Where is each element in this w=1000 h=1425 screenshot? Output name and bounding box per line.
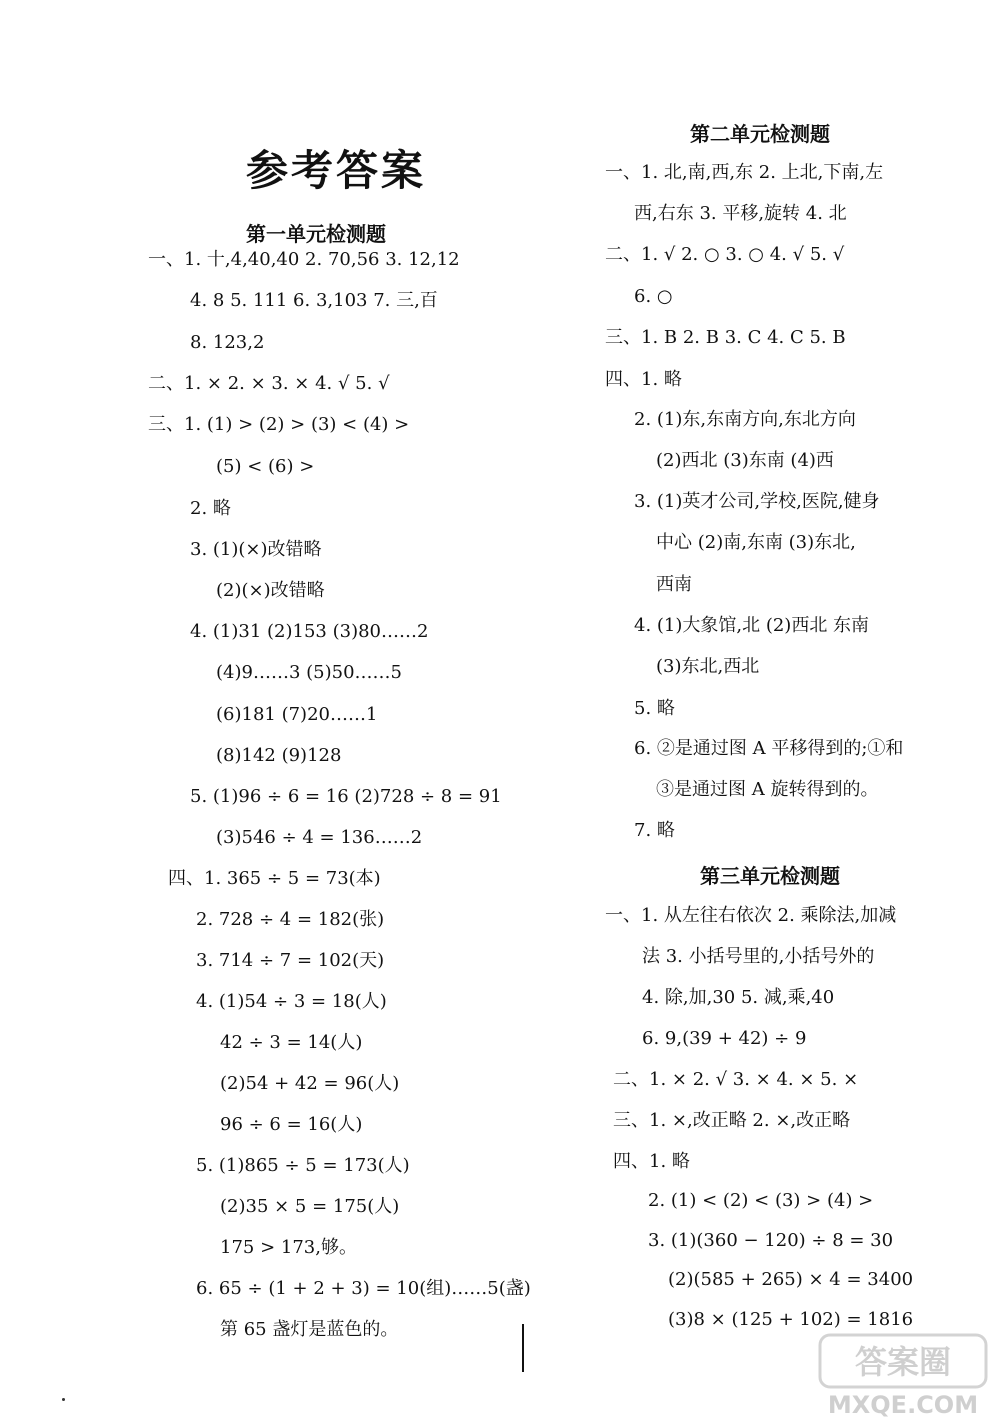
scan-mark	[522, 1324, 524, 1372]
watermark-top-text: 答案圈	[854, 1343, 952, 1381]
scan-dot	[62, 1398, 65, 1401]
answer-line: ③是通过图 A 旋转得到的。	[656, 779, 879, 800]
answer-line: 一、1. 十,4,40,40 2. 70,56 3. 12,12	[148, 249, 460, 270]
answer-line: 5. (1)96 ÷ 6 = 16 (2)728 ÷ 8 = 91	[190, 786, 502, 807]
answer-line: 二、1. × 2. × 3. × 4. √ 5. √	[148, 373, 390, 394]
answer-line: 4. (1)31 (2)153 (3)80……2	[190, 621, 429, 642]
answer-line: 4. 除,加,30 5. 减,乘,40	[642, 987, 835, 1008]
answer-line: 三、1. ×,改正略 2. ×,改正略	[613, 1110, 851, 1131]
answer-line: 四、1. 365 ÷ 5 = 73(本)	[168, 868, 381, 889]
answer-line: (6)181 (7)20……1	[216, 704, 378, 725]
answer-line: 6. 9,(39 + 42) ÷ 9	[642, 1028, 807, 1049]
answer-line: (2)(×)改错略	[216, 580, 325, 601]
answer-line: 5. 略	[634, 698, 675, 719]
answer-line: 一、1. 从左往右依次 2. 乘除法,加减	[605, 905, 897, 926]
answer-line: 8. 123,2	[190, 332, 265, 353]
watermark-bottom-text: MXQE.COM	[827, 1391, 979, 1419]
answer-line: (4)9……3 (5)50……5	[216, 662, 402, 683]
section-heading-unit2: 第二单元检测题	[690, 122, 830, 146]
answer-line: 西南	[656, 574, 692, 595]
answer-line: 3. (1)(×)改错略	[190, 539, 322, 560]
answer-line: (5) < (6) >	[216, 456, 315, 477]
answer-line: 第 65 盏灯是蓝色的。	[220, 1319, 399, 1340]
answer-line: 2. (1)东,东南方向,东北方向	[634, 409, 856, 430]
section-heading-unit3: 第三单元检测题	[700, 864, 840, 888]
answer-line: 6. ○	[634, 286, 673, 307]
answer-line: 3. (1)英才公司,学校,医院,健身	[634, 491, 880, 512]
answer-line: (2)35 × 5 = 175(人)	[220, 1196, 400, 1217]
answer-line: 3. (1)(360 − 120) ÷ 8 = 30	[648, 1230, 894, 1251]
answer-line: 42 ÷ 3 = 14(人)	[220, 1032, 363, 1053]
section-heading-unit1: 第一单元检测题	[246, 222, 386, 246]
answer-line: 3. 714 ÷ 7 = 102(天)	[196, 950, 385, 971]
answer-line: 三、1. B 2. B 3. C 4. C 5. B	[605, 327, 846, 348]
answer-line: (2)(585 + 265) × 4 = 3400	[668, 1269, 914, 1290]
answer-line: 6. 65 ÷ (1 + 2 + 3) = 10(组)……5(盏)	[196, 1278, 531, 1299]
answer-line: 法 3. 小括号里的,小括号外的	[642, 946, 875, 967]
answer-line: 4. 8 5. 111 6. 3,103 7. 三,百	[190, 290, 438, 311]
answer-line: 三、1. (1) > (2) > (3) < (4) >	[148, 414, 410, 435]
answer-line: 四、1. 略	[613, 1151, 690, 1172]
answer-line: (2)西北 (3)东南 (4)西	[656, 450, 834, 471]
answer-line: 2. 728 ÷ 4 = 182(张)	[196, 909, 385, 930]
answer-line: 二、1. × 2. √ 3. × 4. × 5. ×	[613, 1069, 859, 1090]
answer-line: 4. (1)大象馆,北 (2)西北 东南	[634, 615, 870, 636]
answer-line: 西,右东 3. 平移,旋转 4. 北	[634, 203, 847, 224]
answer-line: 96 ÷ 6 = 16(人)	[220, 1114, 363, 1135]
answer-line: 5. (1)865 ÷ 5 = 173(人)	[196, 1155, 410, 1176]
page-title: 参考答案	[246, 146, 427, 195]
answer-line: 一、1. 北,南,西,东 2. 上北,下南,左	[605, 162, 884, 183]
answer-line: (2)54 + 42 = 96(人)	[220, 1073, 400, 1094]
answer-line: 175 > 173,够。	[220, 1237, 357, 1258]
watermark-logo	[818, 1333, 988, 1419]
answer-line: 2. (1) < (2) < (3) > (4) >	[648, 1190, 874, 1211]
answer-line: 7. 略	[634, 820, 675, 841]
answer-line: 中心 (2)南,东南 (3)东北,	[656, 532, 856, 553]
answer-line: 四、1. 略	[605, 369, 682, 390]
answer-line: 4. (1)54 ÷ 3 = 18(人)	[196, 991, 387, 1012]
answer-line: 6. ②是通过图 A 平移得到的;①和	[634, 738, 904, 759]
answer-line: (3)546 ÷ 4 = 136……2	[216, 827, 423, 848]
answer-line: (3)8 × (125 + 102) = 1816	[668, 1309, 914, 1330]
answer-line: (3)东北,西北	[656, 656, 760, 677]
answer-line: 2. 略	[190, 498, 231, 519]
answer-line: (8)142 (9)128	[216, 745, 342, 766]
answer-line: 二、1. √ 2. ○ 3. ○ 4. √ 5. √	[605, 244, 845, 265]
